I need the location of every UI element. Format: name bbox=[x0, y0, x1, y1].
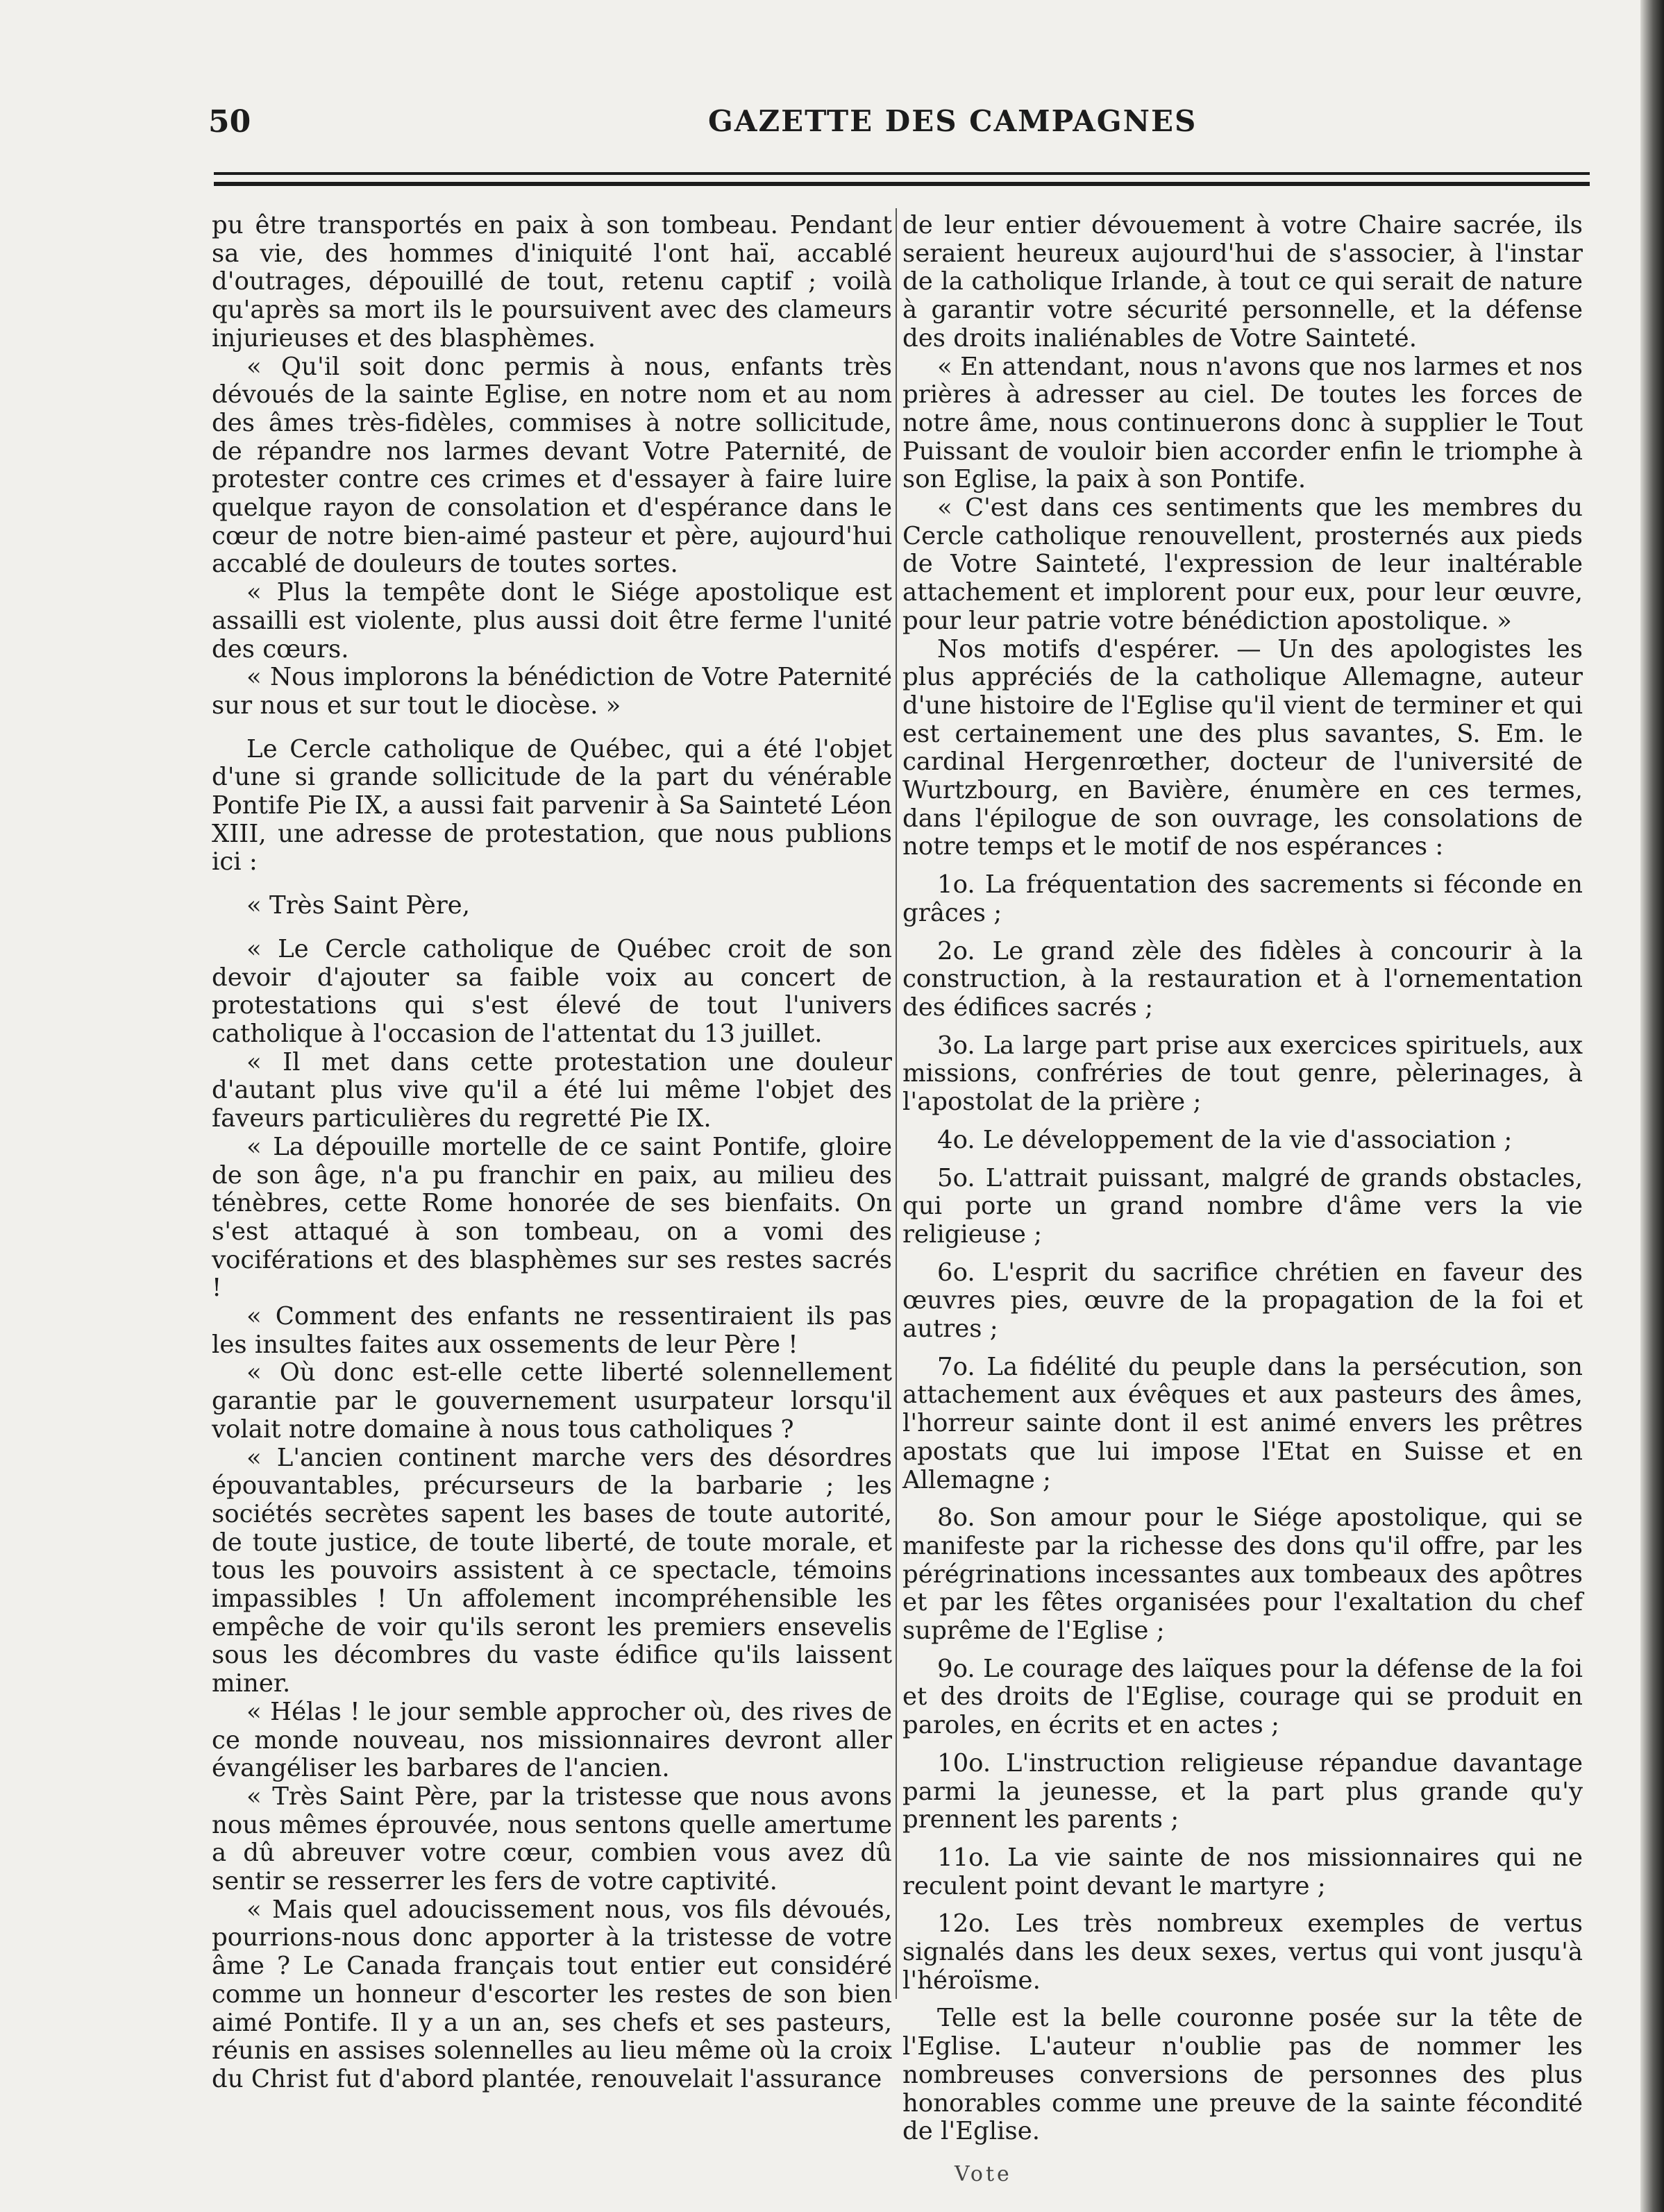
paragraph: « L'ancien continent marche vers des désordres épouvantables, précurseurs de la barbarie ; les sociétés secrètes sapent les bases de toute autorité, de toute justice, de toute liberté, de toute morale, et tous les pouvoirs assistent à ce spectacle, témoins impassibles ! Un affolement incompréhensible les empêche de voir qu'ils seront les premiers ensevelis sous les décombres du vaste édifice qu'ils laissent miner. bbox=[212, 1443, 892, 1698]
left-column bbox=[212, 212, 892, 2094]
page-number: 50 bbox=[208, 104, 251, 140]
paragraph: « La dépouille mortelle de ce saint Pontife, gloire de son âge, n'a pu franchir en paix, au milieu des ténèbres, cette Rome honorée de ses bienfaits. On s'est attaqué à son tombeau, on a vomi des vociférations et des blasphèmes sur ses restes sacrés ! bbox=[212, 1132, 892, 1303]
paragraph: pu être transportés en paix à son tombeau. Pendant sa vie, des hommes d'iniquité l'ont haï, accablé d'outrages, dépouillé de tout, retenu captif ; voilà qu'après sa mort ils le poursuivent avec des clameurs injurieuses et des blasphèmes. bbox=[212, 211, 892, 353]
list-item: 12o. Les très nombreux exemples de vertus signalés dans les deux sexes, vertus qui vont jusqu'à l'héroïsme. bbox=[902, 1909, 1583, 1995]
list-item: 7o. La fidélité du peuple dans la persécution, son attachement aux évêques et aux pasteurs des âmes, l'horreur sainte dont il est animé envers les prêtres apostats que lui impose l'Etat en Suisse et en Allemagne ; bbox=[902, 1352, 1583, 1494]
right-column bbox=[902, 212, 1583, 2146]
paragraph: « C'est dans ces sentiments que les membres du Cercle catholique renouvellent, prosternés aux pieds de Votre Sainteté, l'expression de leur inaltérable attachement et implorent pour eux, pour leur œuvre, pour leur patrie votre bénédiction apostolique. » bbox=[902, 493, 1583, 635]
section-paragraph: Nos motifs d'espérer. — Un des apologistes les plus appréciés de la catholique Allemagne, auteur d'une histoire de l'Eglise qu'il vient de terminer et qui est certainement une des plus savantes, S. Em. le cardinal Hergenrœther, docteur de l'université de Wurtzbourg, en Bavière, énumère en ces termes, dans l'épilogue de son ouvrage, les consolations de notre temps et le motif de nos espérances : bbox=[902, 634, 1583, 861]
list-item: 2o. Le grand zèle des fidèles à concourir à la construction, à la restauration et à l'ornementation des édifices sacrés ; bbox=[902, 936, 1583, 1022]
salutation: « Très Saint Père, bbox=[246, 891, 470, 920]
paragraph: « Où donc est-elle cette liberté solennellement garantie par le gouvernement usurpateur lorsqu'il volait notre domaine à nous tous catholiques ? bbox=[212, 1358, 892, 1444]
page-header bbox=[208, 104, 1562, 153]
paragraph: « Le Cercle catholique de Québec croit de son devoir d'ajouter sa faible voix au concert de protestations qui s'est élevé de tout l'univers catholique à l'occasion de l'attentat du 13 juillet. bbox=[212, 934, 892, 1048]
paragraph: « En attendant, nous n'avons que nos larmes et nos prières à adresser au ciel. De toutes les forces de notre âme, nous continuerons donc à supplier le Tout Puissant de vouloir bien accorder enfin le triomphe à son Eglise, la paix à son Pontife. bbox=[902, 352, 1583, 494]
list-item: 8o. Son amour pour le Siége apostolique, qui se manifeste par la richesse des dons qu'il offre, par les pérégrinations incessantes aux tombeaux des apôtres et par les fêtes organisées pour l'exaltation du chef suprême de l'Eglise ; bbox=[902, 1503, 1583, 1646]
paragraph: « Plus la tempête dont le Siége apostolique est assailli est violente, plus aussi doit être ferme l'unité des cœurs. bbox=[212, 578, 892, 664]
header-rule-thin bbox=[214, 172, 1590, 175]
column-divider bbox=[896, 208, 897, 1999]
paragraph: « Très Saint Père, par la tristesse que nous avons nous mêmes éprouvée, nous sentons quelle amertume a dû abreuver votre cœur, combien vous avez dû sentir se resserrer les fers de votre captivité. bbox=[212, 1782, 892, 1896]
journal-title: GAZETTE DES CAMPAGNES bbox=[708, 104, 1197, 138]
page-edge-shadow bbox=[1640, 0, 1664, 2212]
paragraph: « Mais quel adoucissement nous, vos fils dévoués, pourrions-nous donc apporter à la tristesse de votre âme ? Le Canada français tout entier eut considéré comme un honneur d'escorter les restes de son bien aimé Pontife. Il y a un an, ses chefs et ses pasteurs, réunis en assises solennelles au lieu même où la croix du Christ fut d'abord plantée, renouvelait l'assurance bbox=[212, 1895, 892, 2093]
paragraph: « Il met dans cette protestation une douleur d'autant plus vive qu'il a été lui même l'objet des faveurs particulières du regretté Pie IX. bbox=[212, 1047, 892, 1133]
paragraph: « Comment des enfants ne ressentiraient ils pas les insultes faites aux ossements de leur Père ! bbox=[212, 1302, 892, 1359]
paragraph: Le Cercle catholique de Québec, qui a été l'objet d'une si grande sollicitude de la part du vénérable Pontife Pie IX, a aussi fait parvenir à Sa Sainteté Léon XIII, une adresse de protestation, que nous publions ici : bbox=[212, 734, 892, 877]
paragraph: Telle est la belle couronne posée sur la tête de l'Eglise. L'auteur n'oublie pas de nommer les nombreuses conversions de personnes des plus honorables comme une preuve de la sainte fécondité de l'Eglise. bbox=[902, 2004, 1583, 2146]
paragraph: « Hélas ! le jour semble approcher où, des rives de ce monde nouveau, nos missionnaires devront aller évangéliser les barbares de l'ancien. bbox=[212, 1697, 892, 1783]
list-item: 11o. La vie sainte de nos missionnaires qui ne reculent point devant le martyre ; bbox=[902, 1843, 1583, 1900]
list-item: 3o. La large part prise aux exercices spirituels, aux missions, confréries de tout genre, pèlerinages, à l'apostolat de la prière ; bbox=[902, 1031, 1583, 1117]
list-item: 5o. L'attrait puissant, malgré de grands obstacles, qui porte un grand nombre d'âme vers la vie religieuse ; bbox=[902, 1163, 1583, 1249]
list-item: 10o. L'instruction religieuse répandue davantage parmi la jeunesse, et la part plus grande qu'y prennent les parents ; bbox=[902, 1748, 1583, 1834]
list-item: 6o. L'esprit du sacrifice chrétien en faveur des œuvres pies, œuvre de la propagation de la foi et autres ; bbox=[902, 1258, 1583, 1344]
paragraph: « Nous implorons la bénédiction de Votre Paternité sur nous et sur tout le diocèse. » bbox=[212, 663, 892, 720]
paragraph: « Qu'il soit donc permis à nous, enfants très dévoués de la sainte Eglise, en notre nom et au nom des âmes très-fidèles, commises à notre sollicitude, de répandre nos larmes devant Votre Paternité, de protester contre ces crimes et d'essayer à faire luire quelque rayon de consolation et d'espérance dans le cœur de notre bien-aimé pasteur et père, aujourd'hui accablé de douleurs de toutes sortes. bbox=[212, 352, 892, 579]
header-rule-thick bbox=[214, 182, 1590, 186]
list-item: 1o. La fréquentation des sacrements si féconde en grâces ; bbox=[902, 870, 1583, 927]
footer-mark: Vote bbox=[955, 2162, 1012, 2186]
paragraph: de leur entier dévouement à votre Chaire sacrée, ils seraient heureux aujourd'hui de s'associer, à l'instar de la catholique Irlande, à tout ce qui serait de nature à garantir votre sécurité personnelle, et la défense des droits inaliénables de Votre Sainteté. bbox=[902, 211, 1583, 353]
list-item: 4o. Le développement de la vie d'association ; bbox=[937, 1125, 1513, 1154]
list-item: 9o. Le courage des laïques pour la défense de la foi et des droits de l'Eglise, courage qui se produit en paroles, en écrits et en actes ; bbox=[902, 1654, 1583, 1740]
